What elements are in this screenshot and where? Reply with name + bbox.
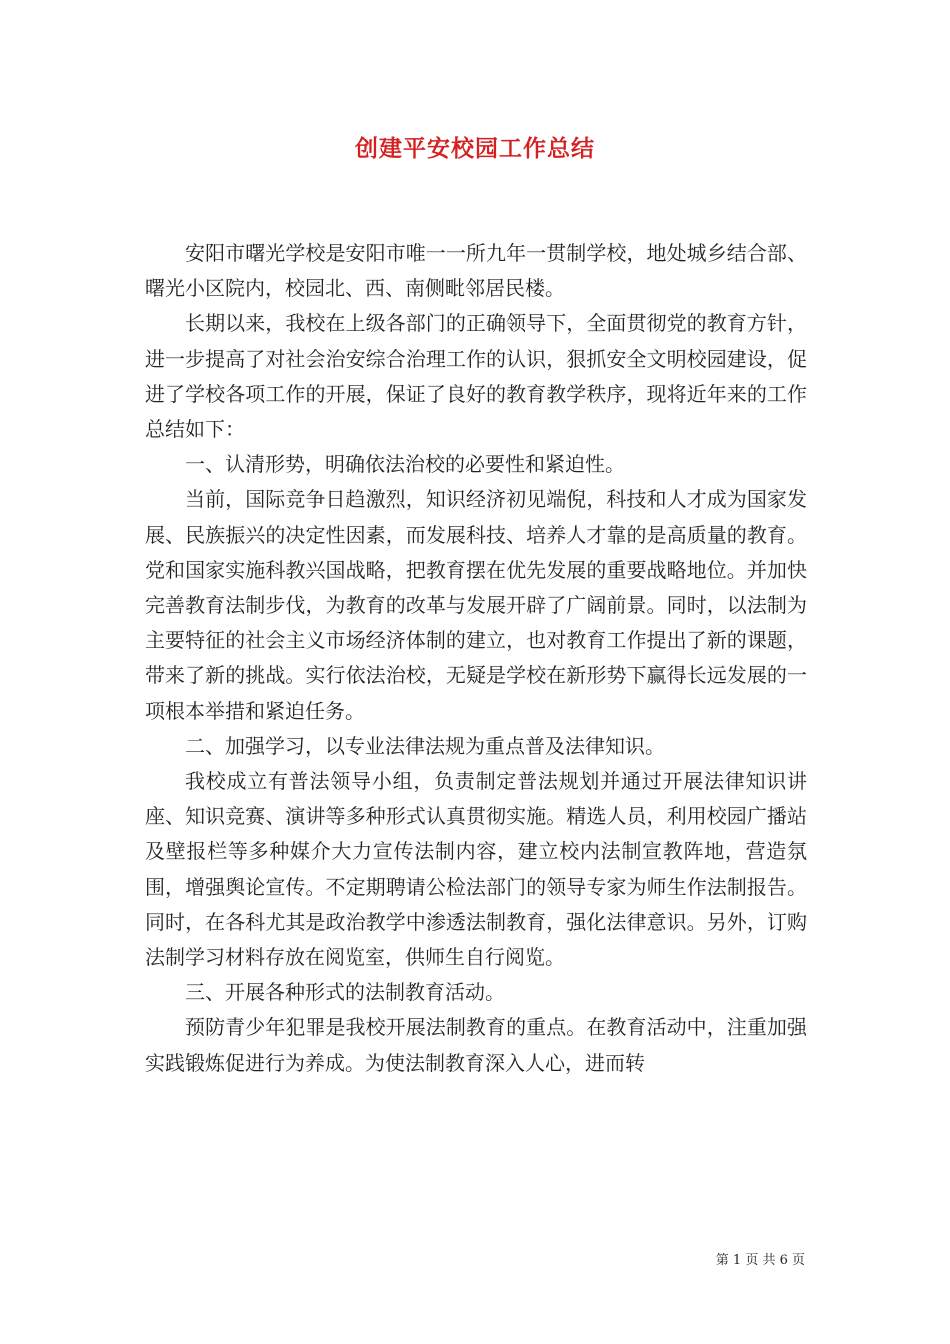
document-title: 创建平安校园工作总结 xyxy=(355,135,595,162)
paragraph-section-1: 当前，国际竞争日趋激烈，知识经济初见端倪，科技和人才成为国家发展、民族振兴的决定性因素，而发展科技、培养人才靠的是高质量的教育。党和国家实施科教兴国战略，把教育摆在优先发展的重要战略地位。并加快完善教育法制步伐，为教育的改革与发展开辟了广阔前景。同时，以法制为主要特征的社会主义市场经济体制的建立，也对教育工作提出了新的课题，带来了新的挑战。实行依法治校，无疑是学校在新形势下赢得长远发展的一项根本举措和紧迫任务。 xyxy=(145,487,807,723)
page-number: 第 1 页 共 6 页 xyxy=(715,1253,805,1268)
section-heading-2: 二、加强学习，以专业法律法规为重点普及法律知识。 xyxy=(185,733,665,758)
paragraph-overview: 长期以来，我校在上级各部门的正确领导下，全面贯彻党的教育方针，进一步提高了对社会治安综合治理工作的认识，狠抓安全文明校园建设，促进了学校各项工作的开展，保证了良好的教育教学秩序，现将近年来的工作总结如下： xyxy=(145,311,807,442)
document-body xyxy=(145,236,807,1081)
section-heading-3: 三、开展各种形式的法制教育活动。 xyxy=(185,980,505,1005)
paragraph-section-2: 我校成立有普法领导小组，负责制定普法规划并通过开展法律知识讲座、知识竞赛、演讲等多种形式认真贯彻实施。精选人员，利用校园广播站及壁报栏等多种媒介大力宣传法制内容，建立校内法制宣教阵地，营造氛围，增强舆论宣传。不定期聘请公检法部门的领导专家为师生作法制报告。同时，在各科尤其是政治教学中渗透法制教育，强化法律意识。另外，订购法制学习材料存放在阅览室，供师生自行阅览。 xyxy=(145,769,807,970)
paragraph-intro: 安阳市曙光学校是安阳市唯一一所九年一贯制学校，地处城乡结合部、曙光小区院内，校园北、西、南侧毗邻居民楼。 xyxy=(145,241,807,301)
paragraph-section-3: 预防青少年犯罪是我校开展法制教育的重点。在教育活动中，注重加强实践锻炼促进行为养成。为使法制教育深入人心，进而转 xyxy=(145,1015,807,1075)
section-heading-1: 一、认清形势，明确依法治校的必要性和紧迫性。 xyxy=(185,452,625,477)
